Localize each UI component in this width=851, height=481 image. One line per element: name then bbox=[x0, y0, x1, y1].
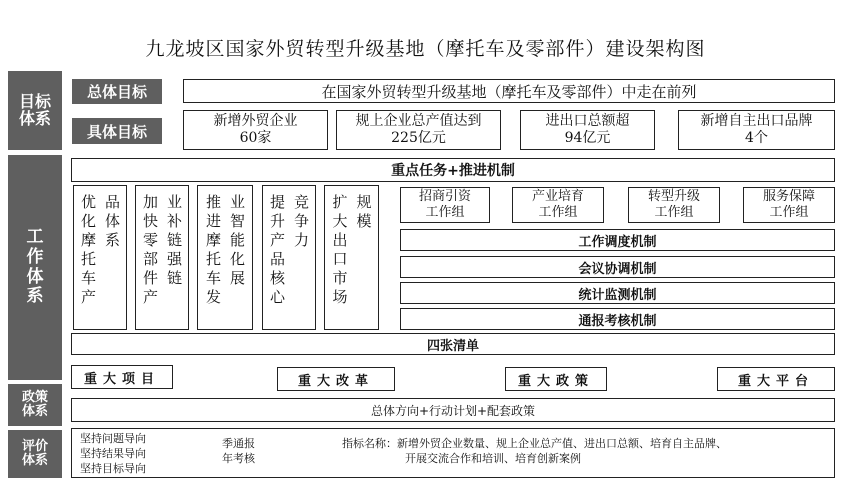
task-column-2-a: 加快零部件产 bbox=[141, 194, 159, 308]
mechanism-4: 通报考核机制 bbox=[400, 308, 835, 330]
indicators-line-2: 开展交流合作和培训、培育创新案例 bbox=[405, 452, 581, 465]
major-project: 重大项目 bbox=[71, 365, 173, 389]
task-column-4-b: 竞争力 bbox=[292, 194, 310, 251]
specific-target-2-title: 规上企业总产值达到 bbox=[355, 113, 482, 130]
evaluation-principles bbox=[80, 431, 146, 476]
task-column-4-a: 提升产品核心 bbox=[268, 194, 286, 308]
specific-target-2 bbox=[336, 110, 501, 150]
mechanism-3: 统计监测机制 bbox=[400, 282, 835, 304]
work-group-1-l1: 招商引资 bbox=[418, 189, 471, 205]
work-group-2-l1: 产业培育 bbox=[531, 189, 584, 205]
evaluation-box bbox=[71, 428, 835, 478]
major-reform: 重大改革 bbox=[277, 367, 395, 391]
section-eval-label: 评价 体系 bbox=[21, 439, 48, 468]
work-group-3-l1: 转型升级 bbox=[647, 189, 700, 205]
task-column-3-b: 业智能化展 bbox=[228, 194, 246, 289]
task-column-5-a: 扩大出口市场 bbox=[330, 194, 349, 308]
task-column-2 bbox=[135, 185, 189, 330]
section-eval bbox=[8, 430, 62, 478]
task-column-3-a: 推进摩托车发 bbox=[204, 194, 222, 308]
evaluation-schedule bbox=[222, 436, 255, 466]
indicators-line-1: 指标名称：新增外贸企业数量、规上企业总产值、进出口总额、培育自主品牌、 bbox=[342, 437, 727, 450]
work-group-4 bbox=[743, 187, 835, 223]
task-column-5 bbox=[324, 185, 379, 330]
overall-target-label: 总体目标 bbox=[72, 79, 162, 104]
task-column-1-a: 优化摩托车产 bbox=[79, 194, 97, 308]
specific-target-4-value: 4个 bbox=[745, 130, 768, 146]
work-group-2-l2: 工作组 bbox=[538, 205, 578, 220]
task-column-3 bbox=[197, 185, 253, 330]
work-header: 重点任务+推进机制 bbox=[71, 158, 835, 182]
section-policy-label: 政策 体系 bbox=[21, 390, 48, 419]
evaluation-indicators bbox=[342, 436, 727, 466]
four-lists: 四张清单 bbox=[71, 333, 835, 355]
overall-target-text: 在国家外贸转型升级基地（摩托车及零部件）中走在前列 bbox=[183, 79, 835, 103]
specific-target-label: 具体目标 bbox=[72, 118, 162, 144]
specific-target-4-title: 新增自主出口品牌 bbox=[700, 113, 813, 130]
principle-result: 坚持结果导向 bbox=[80, 447, 146, 460]
specific-target-4 bbox=[678, 110, 835, 150]
section-work-label: 工 作 体 系 bbox=[26, 227, 44, 307]
work-group-4-l2: 工作组 bbox=[769, 205, 809, 220]
specific-target-1-value: 60家 bbox=[239, 130, 272, 146]
work-group-1-l2: 工作组 bbox=[425, 205, 465, 220]
section-policy bbox=[8, 384, 62, 426]
task-column-5-b: 规模 bbox=[354, 194, 373, 232]
policy-text: 总体方向+行动计划+配套政策 bbox=[71, 398, 835, 422]
work-group-3-l2: 工作组 bbox=[654, 205, 694, 220]
mechanism-2: 会议协调机制 bbox=[400, 256, 835, 278]
work-group-4-l1: 服务保障 bbox=[762, 189, 815, 205]
principle-target: 坚持目标导向 bbox=[80, 462, 146, 475]
task-column-2-b: 业补链强链 bbox=[165, 194, 183, 289]
mechanism-1: 工作调度机制 bbox=[400, 229, 835, 251]
section-work bbox=[8, 155, 62, 380]
principle-problem: 坚持问题导向 bbox=[80, 432, 146, 445]
work-group-1 bbox=[400, 187, 490, 223]
specific-target-3 bbox=[520, 110, 655, 150]
specific-target-3-title: 进出口总额超 bbox=[545, 113, 630, 130]
specific-target-2-value: 225亿元 bbox=[391, 130, 446, 146]
specific-target-1 bbox=[183, 110, 328, 150]
major-policy: 重大政策 bbox=[505, 367, 607, 391]
work-group-2 bbox=[512, 187, 604, 223]
schedule-annual: 年考核 bbox=[222, 452, 255, 465]
task-column-4 bbox=[262, 185, 316, 330]
page-title: 九龙坡区国家外贸转型升级基地（摩托车及零部件）建设架构图 bbox=[145, 38, 706, 60]
schedule-quarterly: 季通报 bbox=[222, 437, 255, 450]
section-target bbox=[8, 71, 62, 150]
specific-target-3-value: 94亿元 bbox=[564, 130, 611, 146]
task-column-1 bbox=[73, 185, 127, 330]
task-column-1-b: 品体系 bbox=[103, 194, 121, 251]
work-group-3 bbox=[628, 187, 720, 223]
major-platform: 重大平台 bbox=[717, 367, 835, 391]
specific-target-1-title: 新增外贸企业 bbox=[213, 113, 298, 130]
section-target-label: 目标 体系 bbox=[18, 91, 51, 128]
